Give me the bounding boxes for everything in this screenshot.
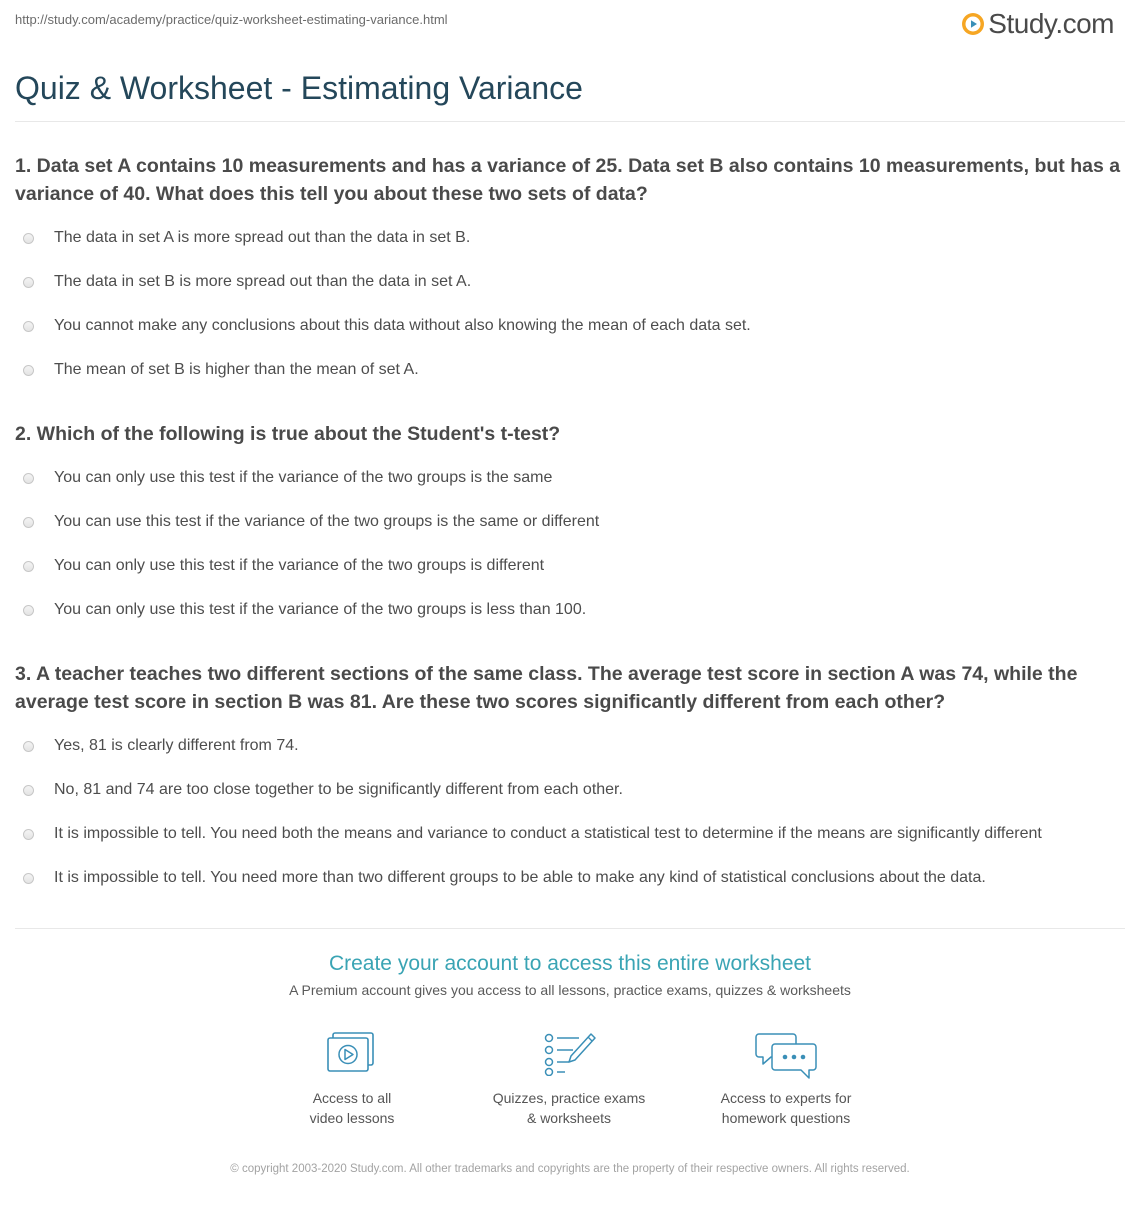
radio-button[interactable] bbox=[23, 233, 34, 244]
answer-text: You cannot make any conclusions about this data without also knowing the mean of each data set. bbox=[54, 317, 751, 334]
answer-text: The data in set B is more spread out than the data in set A. bbox=[54, 273, 472, 290]
answer-options bbox=[15, 456, 1127, 632]
feature-label-line1: Access to experts for bbox=[720, 1090, 852, 1106]
radio-button[interactable] bbox=[23, 785, 34, 796]
answer-options bbox=[15, 724, 1127, 900]
feature-experts bbox=[686, 1030, 886, 1128]
radio-button[interactable] bbox=[23, 561, 34, 572]
radio-button[interactable] bbox=[23, 605, 34, 616]
feature-label-line2: homework questions bbox=[721, 1110, 851, 1126]
study-logo[interactable] bbox=[961, 8, 1114, 40]
answer-text: You can only use this test if the variance of the two groups is different bbox=[54, 557, 545, 574]
answer-option[interactable] bbox=[15, 544, 1127, 588]
answer-text: The data in set A is more spread out than the data in set B. bbox=[54, 229, 471, 246]
feature-label bbox=[686, 1088, 886, 1128]
answer-option[interactable] bbox=[15, 304, 1127, 348]
feature-label bbox=[469, 1088, 669, 1128]
radio-button[interactable] bbox=[23, 321, 34, 332]
answer-option[interactable] bbox=[15, 588, 1127, 632]
feature-label-line2: video lessons bbox=[309, 1110, 395, 1126]
answer-text: No, 81 and 74 are too close together to be significantly different from each other. bbox=[54, 781, 623, 798]
feature-label-line1: Access to all bbox=[312, 1090, 392, 1106]
radio-button[interactable] bbox=[23, 873, 34, 884]
radio-button[interactable] bbox=[23, 277, 34, 288]
question-text: 1. Data set A contains 10 measurements and has a variance of 25. Data set B also contains 10 measurements, but has a variance of 40. What does this tell you about these two sets of data? bbox=[15, 155, 1121, 205]
answer-text: You can use this test if the variance of the two groups is the same or different bbox=[54, 513, 600, 530]
page-url: http://study.com/academy/practice/quiz-worksheet-estimating-variance.html bbox=[15, 12, 448, 27]
answer-text: It is impossible to tell. You need both the means and variance to conduct a statistical test to determine if the means are significantly different bbox=[54, 825, 1042, 842]
answer-text: You can only use this test if the variance of the two groups is less than 100. bbox=[54, 601, 587, 618]
question-3 bbox=[15, 660, 1127, 900]
feature-video-lessons bbox=[252, 1030, 452, 1128]
question-text: 3. A teacher teaches two different sections of the same class. The average test score in section A was 74, while the average test score in section B was 81. Are these two scores significantly different from each other? bbox=[15, 663, 1078, 713]
video-lessons-icon bbox=[324, 1030, 380, 1076]
question-text: 2. Which of the following is true about the Student's t-test? bbox=[15, 423, 561, 445]
answer-text: You can only use this test if the variance of the two groups is the same bbox=[54, 469, 553, 486]
answer-option[interactable] bbox=[15, 348, 1127, 392]
answer-option[interactable] bbox=[15, 500, 1127, 544]
header-divider bbox=[15, 121, 1125, 122]
radio-button[interactable] bbox=[23, 829, 34, 840]
answer-text: The mean of set B is higher than the mean of set A. bbox=[54, 361, 419, 378]
copyright-notice: © copyright 2003-2020 Study.com. All other trademarks and copyrights are the property of their respective owners. All rights reserved. bbox=[230, 1163, 910, 1175]
questions-divider bbox=[15, 928, 1125, 929]
radio-button[interactable] bbox=[23, 365, 34, 376]
answer-text: It is impossible to tell. You need more than two different groups to be able to make any kind of statistical conclusions about the data. bbox=[54, 869, 986, 886]
chat-bubbles-icon bbox=[753, 1030, 819, 1082]
feature-label-line1: Quizzes, practice exams bbox=[492, 1090, 646, 1106]
answer-option[interactable] bbox=[15, 724, 1127, 768]
quiz-checklist-icon bbox=[541, 1030, 597, 1076]
logo-play-icon bbox=[961, 12, 985, 36]
feature-quizzes bbox=[469, 1030, 669, 1128]
answer-option[interactable] bbox=[15, 456, 1127, 500]
radio-button[interactable] bbox=[23, 473, 34, 484]
answer-option[interactable] bbox=[15, 812, 1127, 856]
answer-option[interactable] bbox=[15, 856, 1127, 900]
radio-button[interactable] bbox=[23, 741, 34, 752]
feature-label-line2: & worksheets bbox=[526, 1110, 612, 1126]
feature-label bbox=[252, 1088, 452, 1128]
question-1 bbox=[15, 152, 1127, 392]
answer-options bbox=[15, 216, 1127, 392]
page-title: Quiz & Worksheet - Estimating Variance bbox=[15, 70, 583, 106]
cta-title-link[interactable]: Create your account to access this entire worksheet bbox=[328, 952, 812, 975]
answer-option[interactable] bbox=[15, 216, 1127, 260]
question-2 bbox=[15, 420, 1127, 632]
cta-subtitle: A Premium account gives you access to all lessons, practice exams, quizzes & worksheets bbox=[289, 982, 851, 998]
radio-button[interactable] bbox=[23, 517, 34, 528]
answer-option[interactable] bbox=[15, 768, 1127, 812]
answer-text: Yes, 81 is clearly different from 74. bbox=[54, 737, 299, 754]
logo-text: Study.com bbox=[988, 8, 1114, 39]
signup-cta bbox=[0, 952, 1140, 998]
answer-option[interactable] bbox=[15, 260, 1127, 304]
